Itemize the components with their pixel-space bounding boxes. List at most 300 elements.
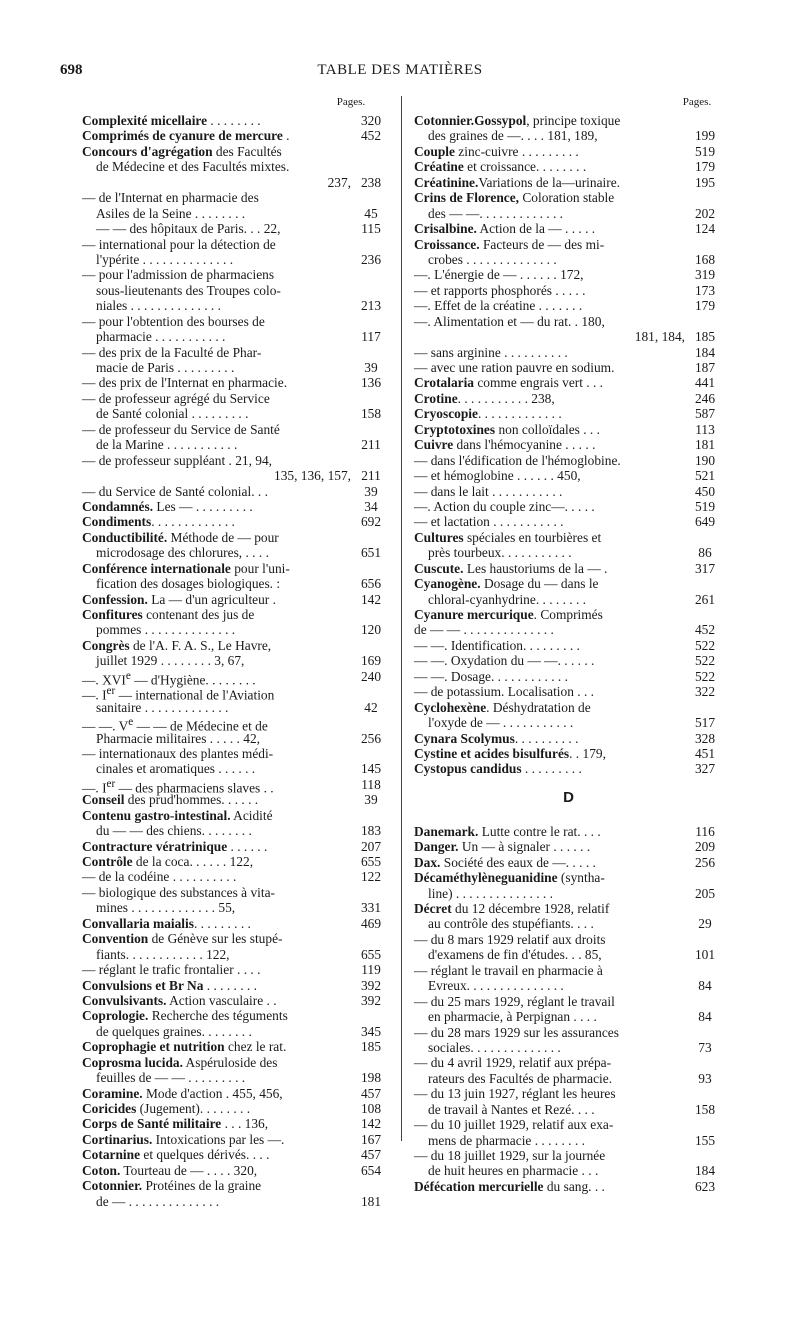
entry-text: —. Alimentation et — du rat. . 180, [414,313,605,329]
entry-page-number: 327 [694,761,716,777]
entry-page-number: 320 [360,113,382,128]
entry-text: — —. Dosage. . . . . . . . . . . . [414,668,568,684]
entry-page-number: 452 [694,622,716,638]
index-entry [82,561,389,576]
index-entry [82,545,389,560]
entry-page-number: 521 [694,468,716,484]
index-entry [82,267,389,282]
entry-page-number: 450 [694,483,716,499]
index-entry [414,715,723,730]
section-heading: D [563,788,574,806]
index-entry [414,267,723,282]
index-entry [82,1055,389,1070]
entry-text: Convention de Génève sur les stupé- [82,931,283,947]
index-entry [414,932,723,947]
entry-page-number: 122 [360,869,382,885]
index-entry [82,375,389,390]
index-entry [414,700,723,715]
column-divider [401,96,402,1141]
index-entry [414,824,723,839]
entry-page-number: 179 [694,298,716,314]
entry-page-number: 34 [364,498,378,514]
index-entry [414,237,723,252]
entry-page-number: 261 [694,591,716,607]
index-entry [82,1116,389,1131]
index-entry [414,221,723,236]
index-entry [82,1147,389,1162]
entry-page-number: 73 [698,1039,712,1055]
index-entry [414,329,723,344]
index-entry [414,638,723,653]
index-entry [82,391,389,406]
entry-text: Crisalbine. Action de la — . . . . . [414,221,596,237]
index-entry [414,622,723,637]
index-entry [82,869,389,884]
index-entry [414,607,723,622]
section-letter [414,777,723,824]
index-entry [414,283,723,298]
entry-text: Cotonnier. Protéines de la graine [82,1178,262,1194]
index-entry [82,453,389,468]
entry-text: Concours d'agrégation des Facultés [82,143,282,159]
entry-text: — du 4 avril 1929, relatif aux prépa- [414,1055,612,1071]
entry-page-number: 457 [360,1085,382,1101]
entry-text: Contenu gastro-intestinal. Acidité [82,807,273,823]
index-entry [82,885,389,900]
entry-page-number: 452 [360,128,382,144]
entry-page-number: 198 [360,1070,382,1086]
index-entry [414,113,723,128]
entry-page-number: 211 [361,468,381,484]
index-entry [414,375,723,390]
index-entry [414,314,723,329]
entry-text: — et hémoglobine . . . . . . 450, [414,468,581,484]
entry-page-number: 181 [694,437,716,453]
index-entry [414,669,723,684]
index-entry [82,792,389,807]
index-entry [82,144,389,159]
entry-text: Pharmacie militaires . . . . . 42, [96,730,260,746]
index-entry [414,190,723,205]
index-entry [82,776,389,796]
entry-text: Cyanogène. Dosage du — dans le [414,576,599,592]
entry-text: Coprophagie et nutrition chez le rat. [82,1039,287,1055]
entry-page-number: 39 [364,360,378,375]
running-title: TABLE DES MATIÈRES [317,62,483,78]
entry-page-number: 142 [360,1116,382,1132]
entry-text: Créatinine.Variations de la—urinaire. [414,174,621,190]
entry-text: Couple zinc-cuivre . . . . . . . . . [414,143,579,159]
index-entry [414,684,723,699]
entry-page-number: 115 [361,221,381,237]
entry-page-number: 184 [694,1163,716,1179]
entry-page-number: 145 [360,761,382,777]
entry-page-number: 29 [698,916,712,932]
entry-page-number: 317 [694,560,716,576]
entry-text: — du 28 mars 1929 sur les assurances [414,1024,619,1040]
index-entry [414,144,723,159]
index-entry [414,437,723,452]
entry-page-number: 39 [364,483,378,499]
entry-page-refs: 135, 136, 157, [274,468,351,484]
entry-page-number: 651 [360,545,382,561]
entry-text: de huit heures en pharmacie . . . [428,1163,599,1179]
index-entry [414,1009,723,1024]
entry-text: — — des hôpitaux de Paris. . . 22, [96,221,281,237]
index-entry [82,298,389,313]
index-entry [82,113,389,128]
index-entry [414,947,723,962]
entry-text: Corps de Santé militaire . . . 136, [82,1116,269,1132]
index-entry [82,237,389,252]
entry-page-number: 181 [360,1193,382,1209]
entry-text: des — —. . . . . . . . . . . . . [428,205,564,221]
entry-text: —. Ier — des pharmaciens slaves . . [82,777,274,796]
index-entry [414,592,723,607]
index-entry [82,514,389,529]
index-entry [414,1040,723,1055]
entry-page-number: 42 [364,699,378,715]
entry-page-number: 587 [694,406,716,422]
entry-text: pommes . . . . . . . . . . . . . . [96,622,236,638]
entry-page-number: 451 [694,745,716,761]
entry-text: — —. Oxydation du — —. . . . . . [414,653,595,669]
entry-text: Cortinarius. Intoxications par les —. [82,1131,285,1147]
entry-page-number: 345 [360,1023,382,1039]
entry-page-number: 522 [694,653,716,669]
entry-text: Décret du 12 décembre 1928, relatif [414,901,610,916]
entry-text: Evreux. . . . . . . . . . . . . . . [428,978,564,994]
index-entry [414,653,723,668]
index-entry [414,1117,723,1132]
index-entry [82,1163,389,1178]
index-entry [82,638,389,653]
index-entry [82,668,389,688]
index-entry [82,1132,389,1147]
index-entry [414,360,723,375]
index-entry [82,283,389,298]
entry-text: — réglant le travail en pharmacie à [414,962,603,978]
entry-text: feuilles de — — . . . . . . . . . [96,1070,246,1086]
entry-text: crobes . . . . . . . . . . . . . . [428,251,557,267]
entry-text: — du 25 mars 1929, réglant le travail [414,993,615,1009]
index-entry [82,607,389,622]
entry-text: Coprosma lucida. Aspéruloside des [82,1054,278,1070]
entry-text: Crotine. . . . . . . . . . . 238, [414,390,555,406]
page-header [60,62,740,82]
entry-text: niales . . . . . . . . . . . . . . [96,298,221,314]
entry-text: Complexité micellaire . . . . . . . . [82,113,261,128]
entry-page-number: 519 [694,498,716,514]
entry-page-number: 118 [361,776,381,792]
entry-page-number: 236 [360,251,382,267]
entry-page-number: 238 [360,174,382,190]
index-entry [414,761,723,776]
entry-page-number: 655 [360,946,382,962]
index-entry [414,1086,723,1101]
index-entry [82,700,389,715]
entry-page-number: 167 [360,1131,382,1147]
index-entry [414,1133,723,1148]
entry-page-number: 101 [694,947,716,963]
entry-text: — de l'Internat en pharmacie des [82,190,259,206]
index-entry [82,978,389,993]
entry-text: de la Marine . . . . . . . . . . . [96,437,238,453]
entry-text: Danemark. Lutte contre le rat. . . . [414,823,601,839]
entry-text: Dax. Société des eaux de —. . . . . [414,854,596,870]
entry-text: — et rapports phosphorés . . . . . [414,282,586,298]
index-entry [82,1194,389,1209]
entry-page-number: 183 [360,823,382,839]
entry-text: — du 8 mars 1929 relatif aux droits [414,931,606,947]
index-column-left [82,96,389,1209]
entry-text: microdosage des chlorures, . . . . [96,545,269,561]
index-entry [82,653,389,668]
index-entry [82,916,389,931]
entry-page-number: 190 [694,452,716,468]
entry-page-number: 392 [360,977,382,993]
entry-text: — avec une ration pauvre en sodium. [414,360,615,375]
index-entry [414,206,723,221]
entry-page-number: 202 [694,205,716,221]
entry-page-number: 187 [694,360,716,375]
entry-text: de travail à Nantes et Rezé. . . . [428,1101,595,1117]
index-entry [414,901,723,916]
entry-page-number: 136 [360,375,382,391]
index-entry [414,345,723,360]
index-entry [414,870,723,885]
index-entry [82,931,389,946]
entry-text: —. Action du couple zinc—. . . . . [414,498,595,514]
entry-page-number: 692 [360,514,382,530]
entry-page-number: 392 [360,992,382,1008]
index-entry [82,808,389,823]
entry-text: —. Effet de la créatine . . . . . . . [414,298,583,314]
entry-page-number: 319 [694,267,716,283]
entry-text: —. L'énergie de — . . . . . . 172, [414,267,584,283]
index-entry [82,746,389,761]
entry-text: Conférence internationale pour l'uni- [82,560,290,576]
entry-text: Conductibilité. Méthode de — pour [82,529,279,545]
entry-text: — et lactation . . . . . . . . . . . [414,514,564,530]
entry-page-number: 457 [360,1147,382,1163]
index-entry [82,715,389,734]
index-entry [414,1163,723,1178]
entry-text: fiants. . . . . . . . . . . . 122, [96,946,230,962]
entry-text: Condamnés. Les — . . . . . . . . . [82,498,253,514]
entry-text: au contrôle des stupéfiants. . . . [428,916,594,932]
entry-page-number: 185 [694,329,716,345]
entry-page-number: 108 [360,1101,382,1116]
entry-text: de quelques graines. . . . . . . . [96,1023,252,1039]
entry-page-number: 246 [694,390,716,406]
entry-page-number: 213 [360,298,382,314]
entry-text: — de professeur agrégé du Service [82,390,270,406]
index-entry [414,886,723,901]
entry-page-number: 199 [694,128,716,144]
index-entry [82,839,389,854]
entry-text: en pharmacie, à Perpignan . . . . [428,1009,597,1025]
entry-text: — sans arginine . . . . . . . . . . [414,344,568,360]
entry-text: — —. Identification. . . . . . . . . [414,637,580,653]
index-entry [82,576,389,591]
index-entry [414,576,723,591]
index-entry [82,1178,389,1193]
entry-text: Crotalaria comme engrais vert . . . [414,375,604,391]
entry-page-number: 517 [694,715,716,731]
entry-text: —. Ier — international de l'Aviation [82,685,275,703]
entry-page-number: 86 [698,545,712,561]
index-entry [414,175,723,190]
index-entry [82,854,389,869]
index-entry [82,190,389,205]
index-entry [414,484,723,499]
entry-text: Coricides (Jugement). . . . . . . . [82,1101,251,1116]
entry-text: Cystopus candidus . . . . . . . . . [414,761,582,777]
entry-text: cinales et aromatiques . . . . . . [96,761,256,777]
index-entry [414,406,723,421]
entry-page-number: 322 [694,684,716,700]
entry-text: Comprimés de cyanure de mercure . [82,128,290,144]
index-entry [414,391,723,406]
entry-text: de — — . . . . . . . . . . . . . . [414,622,554,638]
entry-page-number: 623 [694,1178,716,1194]
index-entry [82,622,389,637]
entry-text: Convallaria maialis. . . . . . . . . [82,915,251,931]
entry-text: Conseil des prud'hommes. . . . . . [82,792,259,808]
entry-page-number: 654 [360,1162,382,1178]
entry-page-number: 522 [694,637,716,653]
entry-text: sous-lieutenants des Troupes colo- [96,282,281,298]
entry-text: — internationaux des plantes médi- [82,745,274,761]
entry-text: mens de pharmacie . . . . . . . . [428,1132,585,1148]
index-entry [82,221,389,236]
index-entry [82,468,389,483]
entry-text: — du 10 juillet 1929, relatif aux exa- [414,1117,614,1133]
entry-text: Contrôle de la coca. . . . . . 122, [82,854,254,869]
entry-text: Congrès de l'A. F. A. S., Le Havre, [82,637,272,653]
entry-page-number: 158 [360,406,382,422]
entry-text: Cuivre dans l'hémocyanine . . . . . [414,437,596,453]
entry-text: Cryoscopie. . . . . . . . . . . . . [414,406,562,422]
index-entry [82,1070,389,1085]
entry-page-number: 519 [694,143,716,159]
entry-page-number: 93 [698,1070,712,1086]
index-entry [82,499,389,514]
entry-text: Asiles de la Seine . . . . . . . . [96,205,246,221]
entry-text: — des prix de la Faculté de Phar- [82,344,262,360]
index-entry [82,962,389,977]
pages-label: Pages. [336,96,366,108]
index-entry [414,545,723,560]
index-entry [82,731,389,746]
entry-text: des graines de —. . . . 181, 189, [428,128,598,144]
index-entry [414,159,723,174]
index-entry [414,422,723,437]
entry-text: Coramine. Mode d'action . 455, 456, [82,1085,283,1101]
entry-text: — du 13 juin 1927, réglant les heures [414,1086,616,1102]
index-entry [82,530,389,545]
entry-text: pharmacie . . . . . . . . . . . [96,329,226,345]
entry-text: macie de Paris . . . . . . . . . [96,360,235,375]
entry-page-number: 113 [695,421,715,437]
entry-text: Cynara Scolymus. . . . . . . . . . [414,730,579,746]
entry-page-number: 656 [360,576,382,592]
index-entry [414,468,723,483]
entry-text: Crins de Florence, Coloration stable [414,190,615,206]
entry-page-number: 168 [694,251,716,267]
index-entry [82,422,389,437]
entry-page-number: 120 [360,622,382,638]
index-entry [82,684,389,703]
entry-page-number: 211 [361,437,381,453]
entry-page-number: 649 [694,514,716,530]
entry-text: Cotarnine et quelques dérivés. . . . [82,1147,270,1163]
index-entry [414,1102,723,1117]
entry-page-refs: 237, [327,174,351,190]
entry-page-number: 84 [698,1009,712,1025]
entry-page-number: 169 [360,653,382,669]
entry-text: Coton. Tourteau de — . . . . 320, [82,1162,258,1178]
entry-text: Coprologie. Recherche des téguments [82,1008,288,1024]
entry-page-number: 469 [360,915,382,931]
index-entry [414,514,723,529]
entry-text: fication des dosages biologiques. : [96,576,281,592]
entry-text: — pour l'obtention des bourses de [82,313,265,329]
index-entry [82,900,389,915]
entry-page-number: 185 [360,1039,382,1055]
index-entry [414,731,723,746]
entry-text: Cotonnier.Gossypol, principe toxique [414,113,621,128]
index-entry [82,128,389,143]
entry-text: Convulsions et Br Na . . . . . . . . [82,977,257,993]
index-entry [82,1101,389,1116]
entry-page-number: 205 [694,885,716,901]
entry-page-number: 117 [361,329,381,345]
index-entry [414,128,723,143]
entry-text: Croissance. Facteurs de — des mi- [414,236,605,252]
index-entry [82,252,389,267]
index-entry [82,175,389,190]
entry-page-number: 256 [694,854,716,870]
entry-text: l'ypérite . . . . . . . . . . . . . . [96,251,234,267]
entry-text: Décaméthylèneguanidine (syntha- [414,870,605,886]
index-column-right [414,96,723,1194]
entry-page-number: 142 [360,591,382,607]
entry-page-number: 240 [360,668,382,684]
entry-page-refs: 181, 184, [634,329,685,345]
entry-text: — du 18 juillet 1929, sur la journée [414,1148,606,1163]
index-entry [414,1025,723,1040]
index-entry [82,437,389,452]
index-entry [414,1071,723,1086]
index-entry [414,530,723,545]
entry-text: — de potassium. Localisation . . . [414,684,595,700]
index-entry [82,947,389,962]
entry-text: d'examens de fin d'études. . . 85, [428,947,602,963]
entry-text: Créatine et croissance. . . . . . . . [414,159,587,175]
index-entry [414,1179,723,1194]
index-entry [82,1086,389,1101]
index-entry [414,994,723,1009]
entry-text: — de professeur suppléant . 21, 94, [82,452,273,468]
entry-text: — —. Ve — — de Médecine et de [82,716,268,734]
index-entry [414,1055,723,1070]
entry-page-number: 119 [361,962,381,978]
index-entry [414,916,723,931]
index-entry [82,592,389,607]
pages-label: Pages. [682,96,712,108]
